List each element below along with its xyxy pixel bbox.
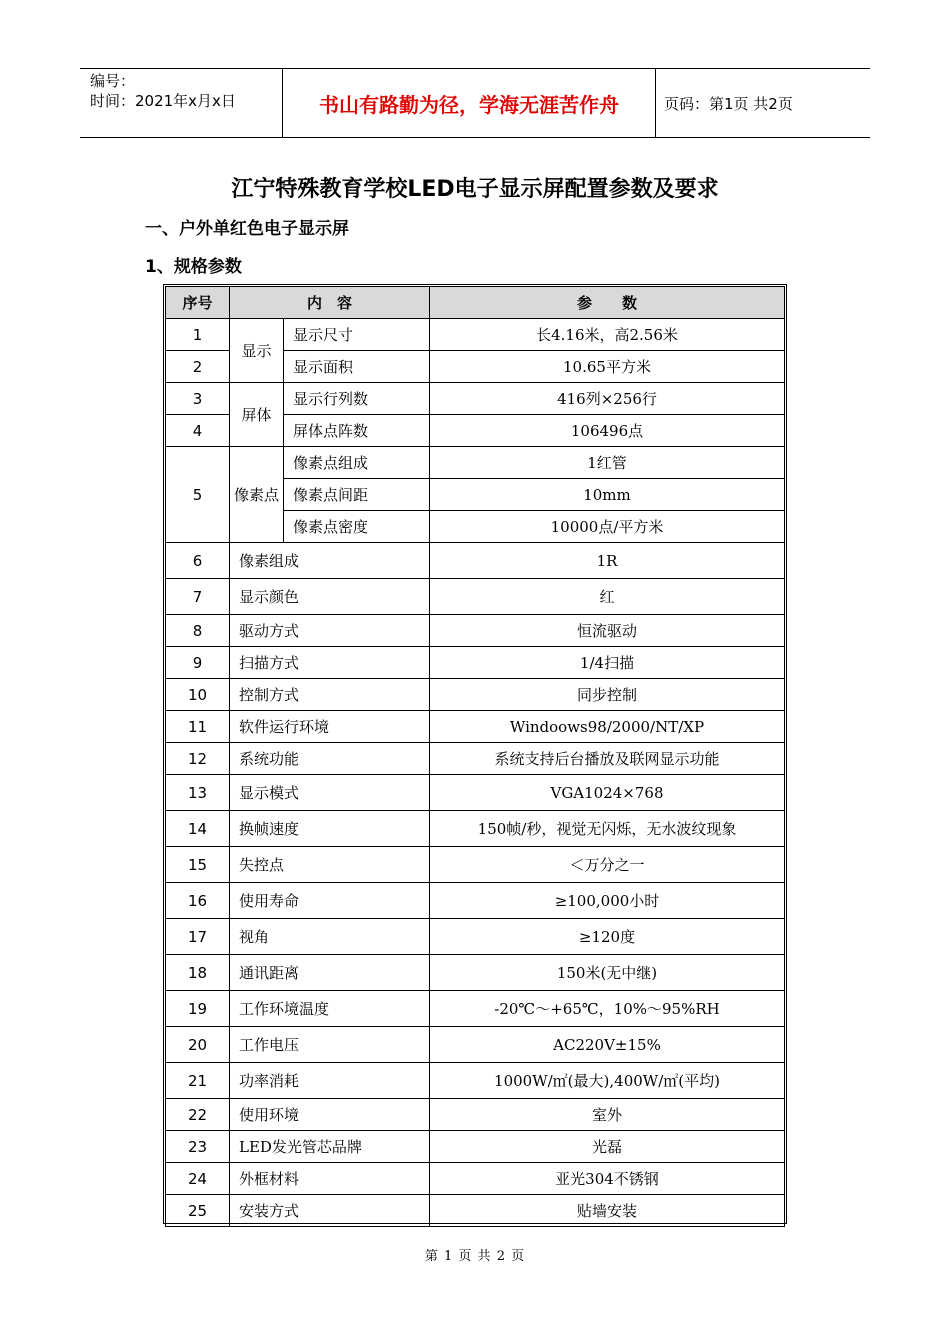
table-row	[166, 447, 785, 479]
group-screen-body: 屏体	[230, 383, 284, 447]
row-no: 9	[166, 647, 230, 679]
table-row	[166, 991, 785, 1027]
row-no: 22	[166, 1099, 230, 1131]
row-item: 使用寿命	[230, 883, 430, 919]
row-value: ≥100,000小时	[430, 883, 785, 919]
row-value: 10.65平方米	[430, 351, 785, 383]
row-value: ＜万分之一	[430, 847, 785, 883]
header-meta	[80, 69, 282, 137]
row-value: 10mm	[430, 479, 785, 511]
row-no: 19	[166, 991, 230, 1027]
row-item: 外框材料	[230, 1163, 430, 1195]
row-no: 10	[166, 679, 230, 711]
row-no: 3	[166, 383, 230, 415]
spec-table	[165, 286, 785, 1227]
row-no: 8	[166, 615, 230, 647]
table-row	[166, 955, 785, 991]
subsection-heading: 1、规格参数	[145, 257, 242, 277]
time-label: 时间：2021年x月x日	[90, 92, 236, 110]
row-item: LED发光管芯品牌	[230, 1131, 430, 1163]
row-no: 2	[166, 351, 230, 383]
row-value: 系统支持后台播放及联网显示功能	[430, 743, 785, 775]
table-row	[166, 543, 785, 579]
row-value: VGA1024×768	[430, 775, 785, 811]
row-item: 屏体点阵数	[284, 415, 430, 447]
row-item: 显示尺寸	[284, 319, 430, 351]
row-item: 像素点密度	[284, 511, 430, 543]
table-row	[166, 811, 785, 847]
row-value: 恒流驱动	[430, 615, 785, 647]
group-pixel: 像素点	[230, 447, 284, 543]
table-row	[166, 847, 785, 883]
table-row	[166, 1027, 785, 1063]
table-row	[166, 383, 785, 415]
table-row	[166, 579, 785, 615]
row-item: 系统功能	[230, 743, 430, 775]
table-row	[166, 647, 785, 679]
row-value: 红	[430, 579, 785, 615]
row-value: 贴墙安装	[430, 1195, 785, 1227]
row-item: 显示行列数	[284, 383, 430, 415]
row-no: 15	[166, 847, 230, 883]
row-value: ≥120度	[430, 919, 785, 955]
table-row	[166, 883, 785, 919]
table-row	[166, 679, 785, 711]
row-no: 24	[166, 1163, 230, 1195]
section-heading: 一、户外单红色电子显示屏	[145, 219, 349, 239]
row-item: 使用环境	[230, 1099, 430, 1131]
row-no: 4	[166, 415, 230, 447]
header-motto: 书山有路勤为径，学海无涯苦作舟	[282, 69, 656, 137]
row-item: 扫描方式	[230, 647, 430, 679]
table-row	[166, 1131, 785, 1163]
row-value: 长4.16米，高2.56米	[430, 319, 785, 351]
row-no: 14	[166, 811, 230, 847]
row-item: 显示颜色	[230, 579, 430, 615]
row-value: 150米(无中继)	[430, 955, 785, 991]
table-row	[166, 1063, 785, 1099]
table-header-row	[166, 287, 785, 319]
row-no: 17	[166, 919, 230, 955]
row-value: Windoows98/2000/NT/XP	[430, 711, 785, 743]
row-value: 1R	[430, 543, 785, 579]
spec-table-frame	[163, 284, 787, 1224]
table-row	[166, 743, 785, 775]
page-footer: 第 1 页 共 2 页	[424, 1249, 526, 1264]
table-row	[166, 775, 785, 811]
row-item: 通讯距离	[230, 955, 430, 991]
row-no: 13	[166, 775, 230, 811]
row-item: 工作电压	[230, 1027, 430, 1063]
row-item: 像素点间距	[284, 479, 430, 511]
row-item: 驱动方式	[230, 615, 430, 647]
row-value: 106496点	[430, 415, 785, 447]
row-item: 像素组成	[230, 543, 430, 579]
row-no: 18	[166, 955, 230, 991]
row-value: 同步控制	[430, 679, 785, 711]
row-item: 功率消耗	[230, 1063, 430, 1099]
table-row	[166, 919, 785, 955]
row-no: 25	[166, 1195, 230, 1227]
row-value: 1红管	[430, 447, 785, 479]
header-page-code: 页码：第1页 共2页	[664, 94, 793, 113]
table-row	[166, 1163, 785, 1195]
header-content: 内 容	[230, 287, 430, 319]
row-item: 控制方式	[230, 679, 430, 711]
header-params: 参 数	[430, 287, 785, 319]
table-row	[166, 1099, 785, 1131]
row-no: 16	[166, 883, 230, 919]
row-value: -20℃～+65℃，10%～95%RH	[430, 991, 785, 1027]
table-row	[166, 615, 785, 647]
row-no: 20	[166, 1027, 230, 1063]
row-item: 换帧速度	[230, 811, 430, 847]
row-item: 像素点组成	[284, 447, 430, 479]
row-no: 21	[166, 1063, 230, 1099]
row-value: 416列×256行	[430, 383, 785, 415]
row-item: 视角	[230, 919, 430, 955]
table-row	[166, 711, 785, 743]
row-item: 显示模式	[230, 775, 430, 811]
row-item: 软件运行环境	[230, 711, 430, 743]
row-value: 1000W/㎡(最大),400W/㎡(平均)	[430, 1063, 785, 1099]
row-no: 1	[166, 319, 230, 351]
row-value: 室外	[430, 1099, 785, 1131]
header-no: 序号	[166, 287, 230, 319]
row-value: AC220V±15%	[430, 1027, 785, 1063]
row-item: 安装方式	[230, 1195, 430, 1227]
row-no: 6	[166, 543, 230, 579]
row-no: 23	[166, 1131, 230, 1163]
row-value: 亚光304不锈钢	[430, 1163, 785, 1195]
row-no: 11	[166, 711, 230, 743]
row-item: 失控点	[230, 847, 430, 883]
page-header	[80, 68, 870, 138]
number-label: 编号：	[90, 72, 136, 90]
row-no: 12	[166, 743, 230, 775]
row-item: 显示面积	[284, 351, 430, 383]
row-value: 150帧/秒，视觉无闪烁，无水波纹现象	[430, 811, 785, 847]
document-title: 江宁特殊教育学校LED电子显示屏配置参数及要求	[231, 177, 719, 202]
row-no: 5	[166, 447, 230, 543]
table-row	[166, 319, 785, 351]
table-row	[166, 1195, 785, 1227]
row-item: 工作环境温度	[230, 991, 430, 1027]
row-value: 光磊	[430, 1131, 785, 1163]
row-no: 7	[166, 579, 230, 615]
row-value: 1/4扫描	[430, 647, 785, 679]
row-value: 10000点/平方米	[430, 511, 785, 543]
group-display: 显示	[230, 319, 284, 383]
